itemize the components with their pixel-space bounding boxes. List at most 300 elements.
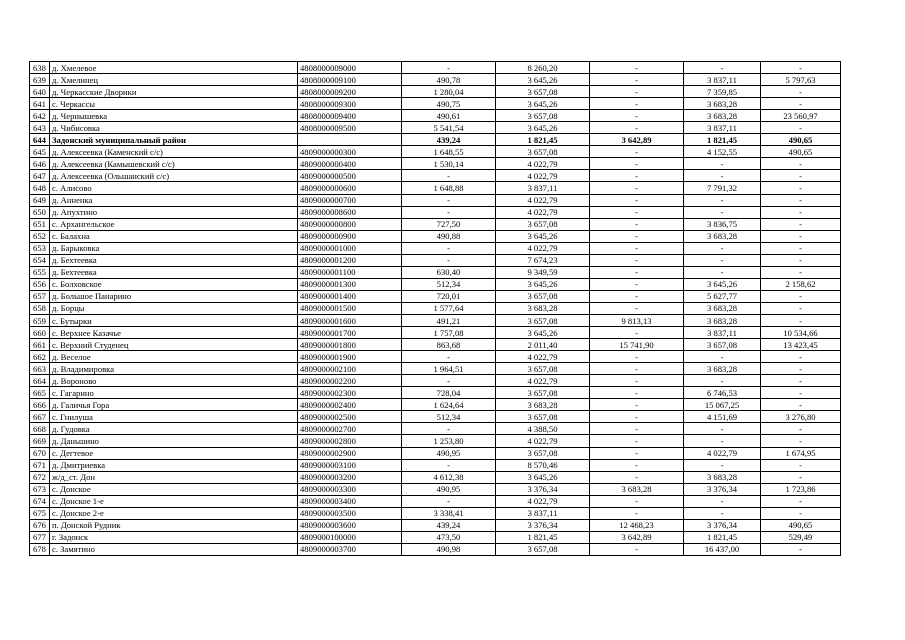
settlement-name-cell: д. Гудовка — [50, 423, 298, 435]
value-col-5-cell: - — [761, 290, 841, 302]
value-col-4-cell: - — [684, 266, 761, 278]
value-col-2-cell: 3 683,28 — [496, 399, 590, 411]
table-row — [30, 351, 841, 363]
value-col-2-cell: 8 570,46 — [496, 459, 590, 471]
row-number-cell: 671 — [30, 459, 50, 471]
settlement-name-cell: д. Большое Панарино — [50, 290, 298, 302]
table-row — [30, 266, 841, 278]
table-body — [30, 62, 841, 556]
value-col-3-cell: - — [590, 411, 684, 423]
value-col-1-cell: 1 648,55 — [402, 146, 496, 158]
value-col-5-cell: - — [761, 170, 841, 182]
value-col-4-cell: - — [684, 242, 761, 254]
value-col-2-cell: 3 683,28 — [496, 302, 590, 314]
settlement-code-cell: 4809000002800 — [298, 435, 402, 447]
value-col-1-cell: 630,40 — [402, 266, 496, 278]
row-number-cell: 664 — [30, 375, 50, 387]
value-col-3-cell: - — [590, 62, 684, 74]
settlement-code-cell: 4809000001600 — [298, 314, 402, 326]
value-col-5-cell: - — [761, 230, 841, 242]
row-number-cell: 670 — [30, 447, 50, 459]
value-col-4-cell: 4 151,69 — [684, 411, 761, 423]
table-row — [30, 543, 841, 555]
row-number-cell: 661 — [30, 339, 50, 351]
settlement-code-cell: 4809000000800 — [298, 218, 402, 230]
settlement-code-cell: 4808000009000 — [298, 62, 402, 74]
row-number-cell: 644 — [30, 134, 50, 146]
row-number-cell: 638 — [30, 62, 50, 74]
value-col-2-cell: 4 022,79 — [496, 375, 590, 387]
value-col-1-cell: 863,68 — [402, 339, 496, 351]
settlement-name-cell: с. Гагарино — [50, 387, 298, 399]
value-col-5-cell: - — [761, 254, 841, 266]
value-col-1-cell: 439,24 — [402, 519, 496, 531]
value-col-5-cell: - — [761, 399, 841, 411]
value-col-5-cell: 10 534,66 — [761, 327, 841, 339]
settlement-code-cell: 4809000100000 — [298, 531, 402, 543]
value-col-3-cell: - — [590, 242, 684, 254]
settlement-name-cell: д. Даньшино — [50, 435, 298, 447]
settlement-name-cell: с. Замятино — [50, 543, 298, 555]
value-col-5-cell: - — [761, 423, 841, 435]
value-col-3-cell: - — [590, 375, 684, 387]
value-col-1-cell: - — [402, 62, 496, 74]
settlement-name-cell: с. Болховское — [50, 278, 298, 290]
settlement-name-cell: д. Владимировка — [50, 363, 298, 375]
row-number-cell: 662 — [30, 351, 50, 363]
value-col-5-cell: - — [761, 266, 841, 278]
value-col-2-cell: 3 657,08 — [496, 411, 590, 423]
value-col-5-cell: - — [761, 206, 841, 218]
table-row — [30, 327, 841, 339]
value-col-4-cell: - — [684, 254, 761, 266]
row-number-cell: 674 — [30, 495, 50, 507]
value-col-4-cell: 3 376,34 — [684, 519, 761, 531]
table-row — [30, 483, 841, 495]
value-col-3-cell: - — [590, 435, 684, 447]
value-col-4-cell: 6 746,53 — [684, 387, 761, 399]
settlement-code-cell: 4809000002200 — [298, 375, 402, 387]
settlement-name-cell: с. Верхний Студенец — [50, 339, 298, 351]
settlement-code-cell: 4809000003100 — [298, 459, 402, 471]
settlement-name-cell: д. Барыковка — [50, 242, 298, 254]
value-col-2-cell: 4 022,79 — [496, 351, 590, 363]
value-col-2-cell: 4 388,50 — [496, 423, 590, 435]
value-col-2-cell: 3 837,11 — [496, 182, 590, 194]
value-col-4-cell: 3 683,28 — [684, 230, 761, 242]
value-col-4-cell: 7 359,85 — [684, 86, 761, 98]
table-row — [30, 423, 841, 435]
settlement-name-cell: г. Задонск — [50, 531, 298, 543]
row-number-cell: 677 — [30, 531, 50, 543]
settlement-code-cell: 4809000002500 — [298, 411, 402, 423]
settlement-code-cell — [298, 134, 402, 146]
value-col-4-cell: 3 683,28 — [684, 110, 761, 122]
settlement-code-cell: 4808000009100 — [298, 74, 402, 86]
value-col-4-cell: 15 067,25 — [684, 399, 761, 411]
value-col-4-cell: - — [684, 375, 761, 387]
value-col-1-cell: - — [402, 351, 496, 363]
settlement-name-cell: п. Донской Рудник — [50, 519, 298, 531]
settlement-name-cell: с. Архангельское — [50, 218, 298, 230]
value-col-4-cell: - — [684, 170, 761, 182]
table-row — [30, 435, 841, 447]
settlement-code-cell: 4809000000700 — [298, 194, 402, 206]
settlement-name-cell: д. Бехтеевка — [50, 266, 298, 278]
value-col-5-cell: - — [761, 507, 841, 519]
value-col-1-cell: 1 648,88 — [402, 182, 496, 194]
value-col-3-cell: - — [590, 218, 684, 230]
value-col-4-cell: - — [684, 507, 761, 519]
settlement-code-cell: 4809000008600 — [298, 206, 402, 218]
table-row — [30, 74, 841, 86]
value-col-3-cell: - — [590, 399, 684, 411]
row-number-cell: 665 — [30, 387, 50, 399]
value-col-3-cell: - — [590, 254, 684, 266]
value-col-4-cell: 3 837,11 — [684, 327, 761, 339]
value-col-1-cell: 1 280,04 — [402, 86, 496, 98]
value-col-3-cell: - — [590, 182, 684, 194]
value-col-3-cell: - — [590, 266, 684, 278]
table-row — [30, 218, 841, 230]
value-col-2-cell: 3 645,26 — [496, 98, 590, 110]
value-col-1-cell: 3 338,41 — [402, 507, 496, 519]
value-col-1-cell: 1 624,64 — [402, 399, 496, 411]
settlement-code-cell: 4809000002700 — [298, 423, 402, 435]
value-col-3-cell: - — [590, 459, 684, 471]
value-col-2-cell: 3 645,26 — [496, 230, 590, 242]
value-col-4-cell: 3 837,11 — [684, 122, 761, 134]
value-col-5-cell: - — [761, 86, 841, 98]
value-col-4-cell: - — [684, 435, 761, 447]
table-row — [30, 290, 841, 302]
settlement-name-cell: д. Хмелевое — [50, 62, 298, 74]
value-col-1-cell: 490,98 — [402, 543, 496, 555]
value-col-1-cell: 439,24 — [402, 134, 496, 146]
value-col-1-cell: 727,50 — [402, 218, 496, 230]
settlement-name-cell: д. Анненка — [50, 194, 298, 206]
value-col-1-cell: - — [402, 194, 496, 206]
value-col-3-cell: - — [590, 206, 684, 218]
value-col-3-cell: - — [590, 98, 684, 110]
value-col-5-cell: - — [761, 98, 841, 110]
value-col-5-cell: - — [761, 182, 841, 194]
value-col-2-cell: 4 022,79 — [496, 495, 590, 507]
value-col-1-cell: - — [402, 242, 496, 254]
table-row — [30, 314, 841, 326]
row-number-cell: 652 — [30, 230, 50, 242]
settlement-name-cell: ж/д_ст. Дон — [50, 471, 298, 483]
settlement-code-cell: 4809000001200 — [298, 254, 402, 266]
value-col-3-cell: - — [590, 86, 684, 98]
value-col-3-cell: - — [590, 158, 684, 170]
value-col-4-cell: 7 791,32 — [684, 182, 761, 194]
settlement-code-cell: 4809000001000 — [298, 242, 402, 254]
value-col-3-cell: - — [590, 423, 684, 435]
value-col-4-cell: 3 683,28 — [684, 98, 761, 110]
settlement-name-cell: д. Хмелинец — [50, 74, 298, 86]
settlement-name-cell: д. Алексеевка (Камышевский с/с) — [50, 158, 298, 170]
settlement-code-cell: 4809000003400 — [298, 495, 402, 507]
value-col-2-cell: 1 821,45 — [496, 134, 590, 146]
value-col-5-cell: - — [761, 194, 841, 206]
value-col-4-cell: 1 821,45 — [684, 134, 761, 146]
settlement-code-cell: 4809000002300 — [298, 387, 402, 399]
row-number-cell: 641 — [30, 98, 50, 110]
value-col-5-cell: 490,65 — [761, 519, 841, 531]
value-col-5-cell: - — [761, 363, 841, 375]
value-col-1-cell: 1 757,08 — [402, 327, 496, 339]
value-col-3-cell: - — [590, 230, 684, 242]
value-col-1-cell: 1 530,14 — [402, 158, 496, 170]
row-number-cell: 668 — [30, 423, 50, 435]
value-col-2-cell: 3 645,26 — [496, 74, 590, 86]
value-col-4-cell: - — [684, 158, 761, 170]
settlement-code-cell: 4809000000300 — [298, 146, 402, 158]
value-col-2-cell: 3 837,11 — [496, 507, 590, 519]
table-row — [30, 399, 841, 411]
value-col-3-cell: - — [590, 495, 684, 507]
settlement-name-cell: д. Вороново — [50, 375, 298, 387]
table-row — [30, 194, 841, 206]
value-col-2-cell: 3 657,08 — [496, 314, 590, 326]
value-col-5-cell: 490,65 — [761, 134, 841, 146]
value-col-2-cell: 3 645,26 — [496, 122, 590, 134]
table-row — [30, 62, 841, 74]
settlement-code-cell: 4808000009200 — [298, 86, 402, 98]
value-col-4-cell: 3 683,28 — [684, 314, 761, 326]
value-col-2-cell: 4 022,79 — [496, 206, 590, 218]
value-col-5-cell: - — [761, 242, 841, 254]
value-col-3-cell: 3 683,28 — [590, 483, 684, 495]
settlement-name-cell: с. Гнилуша — [50, 411, 298, 423]
value-col-4-cell: 3 657,08 — [684, 339, 761, 351]
value-col-2-cell: 7 674,23 — [496, 254, 590, 266]
value-col-3-cell: 3 642,89 — [590, 134, 684, 146]
value-col-4-cell: - — [684, 459, 761, 471]
row-number-cell: 672 — [30, 471, 50, 483]
row-number-cell: 678 — [30, 543, 50, 555]
row-number-cell: 659 — [30, 314, 50, 326]
settlement-name-cell: д. Чернышевка — [50, 110, 298, 122]
table-row — [30, 447, 841, 459]
settlement-name-cell: д. Алексеевка (Ольшанский с/с) — [50, 170, 298, 182]
value-col-4-cell: 3 645,26 — [684, 278, 761, 290]
settlement-name-cell: д. Галичья Гора — [50, 399, 298, 411]
value-col-2-cell: 3 376,34 — [496, 483, 590, 495]
settlement-name-cell: с. Донское — [50, 483, 298, 495]
value-col-2-cell: 4 022,79 — [496, 435, 590, 447]
value-col-2-cell: 3 645,26 — [496, 471, 590, 483]
settlement-code-cell: 4809000001700 — [298, 327, 402, 339]
row-number-cell: 656 — [30, 278, 50, 290]
value-col-1-cell: - — [402, 254, 496, 266]
value-col-5-cell: - — [761, 375, 841, 387]
value-col-4-cell: 3 837,11 — [684, 74, 761, 86]
value-col-1-cell: - — [402, 459, 496, 471]
value-col-5-cell: 3 276,80 — [761, 411, 841, 423]
value-col-5-cell: - — [761, 387, 841, 399]
value-col-3-cell: - — [590, 507, 684, 519]
settlement-code-cell: 4809000001100 — [298, 266, 402, 278]
settlement-code-cell: 4809000003700 — [298, 543, 402, 555]
settlement-name-cell: д. Веселое — [50, 351, 298, 363]
value-col-4-cell: - — [684, 423, 761, 435]
settlement-name-cell: д. Борцы — [50, 302, 298, 314]
value-col-3-cell: - — [590, 543, 684, 555]
settlement-code-cell: 4809000000600 — [298, 182, 402, 194]
value-col-3-cell: - — [590, 278, 684, 290]
table-row — [30, 122, 841, 134]
value-col-4-cell: 3 836,75 — [684, 218, 761, 230]
value-col-4-cell: 3 683,28 — [684, 471, 761, 483]
value-col-5-cell: 5 797,63 — [761, 74, 841, 86]
value-col-2-cell: 3 657,08 — [496, 363, 590, 375]
row-number-cell: 657 — [30, 290, 50, 302]
value-col-3-cell: - — [590, 74, 684, 86]
value-col-5-cell: - — [761, 218, 841, 230]
value-col-2-cell: 3 657,08 — [496, 447, 590, 459]
table-row — [30, 98, 841, 110]
settlement-name-cell: д. Бехтеевка — [50, 254, 298, 266]
value-col-4-cell: 1 821,45 — [684, 531, 761, 543]
settlement-code-cell: 4809000001300 — [298, 278, 402, 290]
table-row — [30, 134, 841, 146]
row-number-cell: 648 — [30, 182, 50, 194]
value-col-5-cell: - — [761, 471, 841, 483]
row-number-cell: 642 — [30, 110, 50, 122]
value-col-1-cell: 5 541,54 — [402, 122, 496, 134]
value-col-1-cell: - — [402, 375, 496, 387]
settlement-code-cell: 4809000000400 — [298, 158, 402, 170]
value-col-5-cell: 13 423,45 — [761, 339, 841, 351]
settlement-name-cell: с. Дегтевое — [50, 447, 298, 459]
settlement-code-cell: 4809000003300 — [298, 483, 402, 495]
table-row — [30, 86, 841, 98]
value-col-5-cell: - — [761, 435, 841, 447]
value-col-4-cell: 16 437,00 — [684, 543, 761, 555]
table-row — [30, 459, 841, 471]
value-col-5-cell: - — [761, 122, 841, 134]
value-col-2-cell: 2 011,40 — [496, 339, 590, 351]
value-col-1-cell: - — [402, 170, 496, 182]
settlement-code-cell: 4809000002400 — [298, 399, 402, 411]
value-col-3-cell: - — [590, 194, 684, 206]
settlement-code-cell: 4809000000900 — [298, 230, 402, 242]
settlement-code-cell: 4809000001500 — [298, 302, 402, 314]
value-col-5-cell: - — [761, 459, 841, 471]
settlement-name-cell: Задонский муниципальный район — [50, 134, 298, 146]
row-number-cell: 666 — [30, 399, 50, 411]
table-row — [30, 363, 841, 375]
value-col-5-cell: 529,49 — [761, 531, 841, 543]
value-col-1-cell: 1 964,51 — [402, 363, 496, 375]
value-col-1-cell: 491,21 — [402, 314, 496, 326]
value-col-1-cell: 490,78 — [402, 74, 496, 86]
row-number-cell: 663 — [30, 363, 50, 375]
row-number-cell: 658 — [30, 302, 50, 314]
value-col-1-cell: 720,01 — [402, 290, 496, 302]
table-row — [30, 531, 841, 543]
settlement-code-cell: 4808000009500 — [298, 122, 402, 134]
row-number-cell: 640 — [30, 86, 50, 98]
row-number-cell: 654 — [30, 254, 50, 266]
row-number-cell: 676 — [30, 519, 50, 531]
value-col-1-cell: 490,95 — [402, 483, 496, 495]
value-col-5-cell: 1 723,86 — [761, 483, 841, 495]
value-col-2-cell: 4 022,79 — [496, 242, 590, 254]
table-row — [30, 206, 841, 218]
value-col-5-cell: 2 158,62 — [761, 278, 841, 290]
value-col-3-cell: 15 741,90 — [590, 339, 684, 351]
table-row — [30, 110, 841, 122]
value-col-4-cell: - — [684, 194, 761, 206]
row-number-cell: 675 — [30, 507, 50, 519]
settlement-code-cell: 4809000001800 — [298, 339, 402, 351]
value-col-3-cell: 3 642,89 — [590, 531, 684, 543]
table-row — [30, 242, 841, 254]
row-number-cell: 646 — [30, 158, 50, 170]
value-col-1-cell: 728,04 — [402, 387, 496, 399]
value-col-2-cell: 1 821,45 — [496, 531, 590, 543]
value-col-4-cell: - — [684, 495, 761, 507]
row-number-cell: 651 — [30, 218, 50, 230]
value-col-3-cell: - — [590, 146, 684, 158]
settlement-name-cell: с. Черкассы — [50, 98, 298, 110]
value-col-4-cell: - — [684, 351, 761, 363]
table-row — [30, 146, 841, 158]
row-number-cell: 645 — [30, 146, 50, 158]
value-col-4-cell: 4 022,79 — [684, 447, 761, 459]
value-col-1-cell: 473,50 — [402, 531, 496, 543]
row-number-cell: 660 — [30, 327, 50, 339]
table-row — [30, 170, 841, 182]
value-col-5-cell: 490,65 — [761, 146, 841, 158]
table-row — [30, 230, 841, 242]
value-col-1-cell: 1 253,80 — [402, 435, 496, 447]
settlement-code-cell: 4809000001900 — [298, 351, 402, 363]
settlement-name-cell: д. Черкасские Дворики — [50, 86, 298, 98]
value-col-1-cell: - — [402, 495, 496, 507]
value-col-5-cell: - — [761, 158, 841, 170]
value-col-1-cell: 490,88 — [402, 230, 496, 242]
settlement-name-cell: с. Донское 1-е — [50, 495, 298, 507]
value-col-3-cell: - — [590, 110, 684, 122]
value-col-3-cell: - — [590, 351, 684, 363]
row-number-cell: 643 — [30, 122, 50, 134]
value-col-2-cell: 3 657,08 — [496, 146, 590, 158]
value-col-5-cell: - — [761, 314, 841, 326]
settlement-name-cell: д. Чибисовка — [50, 122, 298, 134]
table-row — [30, 375, 841, 387]
value-col-5-cell: - — [761, 302, 841, 314]
settlement-code-cell: 4809000003600 — [298, 519, 402, 531]
settlement-code-cell: 4809000001400 — [298, 290, 402, 302]
value-col-5-cell: - — [761, 495, 841, 507]
value-col-1-cell: 490,61 — [402, 110, 496, 122]
settlement-code-cell: 4808000009400 — [298, 110, 402, 122]
value-col-2-cell: 3 657,08 — [496, 218, 590, 230]
value-col-2-cell: 3 645,26 — [496, 278, 590, 290]
value-col-2-cell: 4 022,79 — [496, 158, 590, 170]
settlement-name-cell: д. Апухтино — [50, 206, 298, 218]
table-row — [30, 158, 841, 170]
settlement-code-cell: 4809000003200 — [298, 471, 402, 483]
row-number-cell: 669 — [30, 435, 50, 447]
value-col-1-cell: 512,34 — [402, 411, 496, 423]
settlement-name-cell: с. Алисово — [50, 182, 298, 194]
value-col-4-cell: - — [684, 62, 761, 74]
